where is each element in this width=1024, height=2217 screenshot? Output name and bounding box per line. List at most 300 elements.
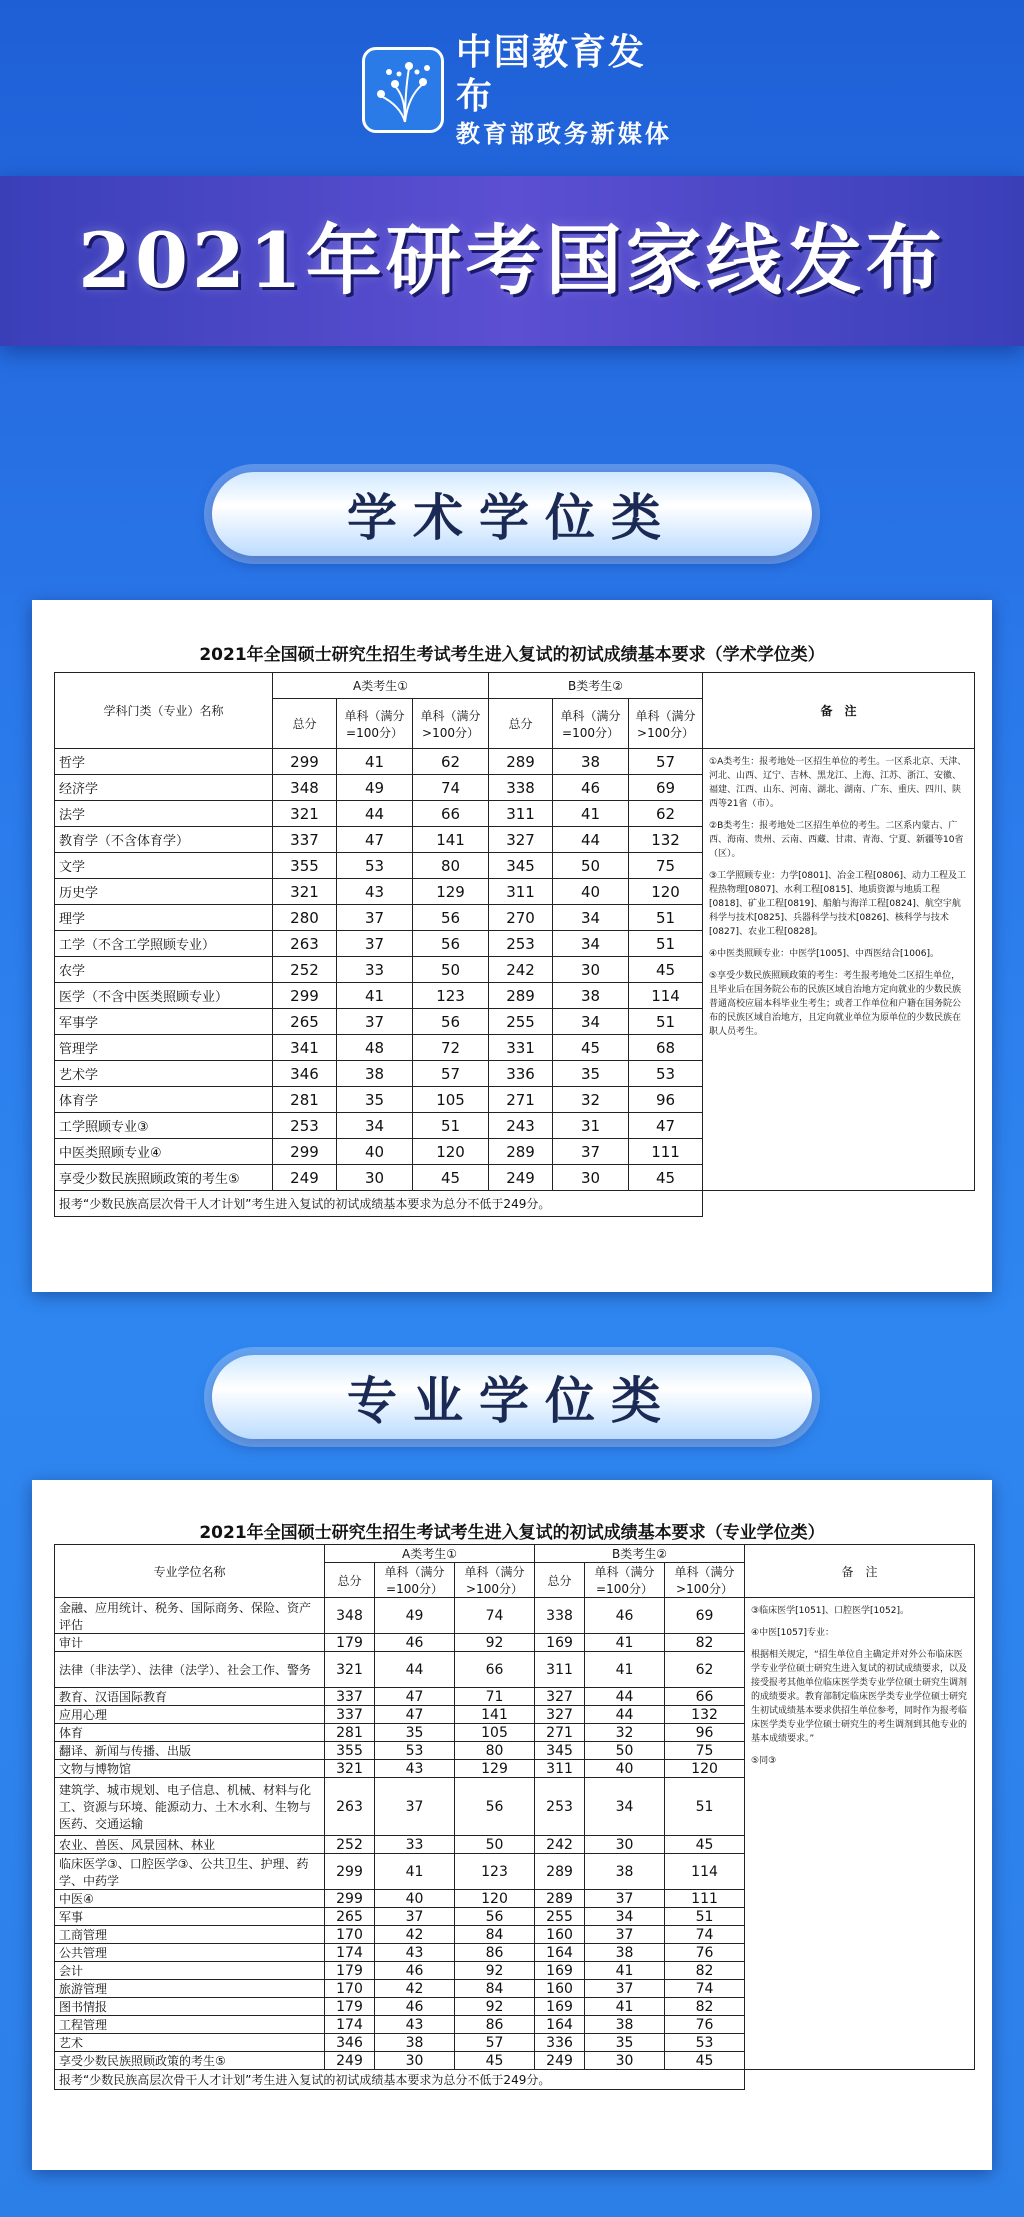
subject-name-cell: 工商管理 — [55, 1926, 325, 1944]
score-cell-b-total: 289 — [535, 1854, 585, 1890]
section-label-text: 学术学位类 — [347, 488, 677, 547]
score-cell-b-single100: 37 — [585, 1890, 665, 1908]
score-cell-b-single100: 45 — [553, 1035, 629, 1061]
score-cell-a-total: 265 — [273, 1009, 337, 1035]
score-cell-a-total: 249 — [325, 2052, 375, 2070]
score-cell-a-single-gt100: 129 — [413, 879, 489, 905]
score-cell-a-single-gt100: 45 — [455, 2052, 535, 2070]
score-cell-a-single100: 43 — [375, 1760, 455, 1778]
score-cell-a-single100: 47 — [375, 1706, 455, 1724]
score-cell-a-single-gt100: 84 — [455, 1926, 535, 1944]
score-cell-a-single-gt100: 80 — [455, 1742, 535, 1760]
section-label-text: 专业学位类 — [347, 1371, 677, 1430]
score-cell-a-total: 337 — [273, 827, 337, 853]
remarks-cell — [703, 749, 975, 1191]
score-cell-b-single-gt100: 53 — [665, 2034, 745, 2052]
score-cell-b-total: 345 — [535, 1742, 585, 1760]
remark-item: 根据相关规定，“招生单位自主确定并对外公布临床医学专业学位硕士研究生进入复试的初试成绩要求，以及接受报考其他单位临床医学类专业学位硕士研究生调剂的成绩要求。教育部制定临床医学类专业学位硕士研究生初试成绩基本要求供招生单位参考，同时作为报考临床医学类专业学位硕士研究生的考生调剂到其他专业的基本成绩要求。” — [751, 1650, 968, 1744]
score-cell-b-total: 169 — [535, 1634, 585, 1652]
score-cell-a-single100: 37 — [337, 931, 413, 957]
subject-name-cell: 管理学 — [55, 1035, 273, 1061]
logo-subtitle: 教育部政务新媒体 — [455, 120, 672, 148]
subject-name-cell: 工学照顾专业③ — [55, 1113, 273, 1139]
score-cell-a-single-gt100: 74 — [413, 775, 489, 801]
score-cell-b-total: 327 — [535, 1688, 585, 1706]
score-cell-a-single-gt100: 84 — [455, 1980, 535, 1998]
score-cell-a-single-gt100: 56 — [413, 905, 489, 931]
score-cell-a-total: 281 — [325, 1724, 375, 1742]
score-cell-b-total: 271 — [489, 1087, 553, 1113]
score-cell-a-single100: 47 — [375, 1688, 455, 1706]
score-cell-b-single100: 34 — [553, 931, 629, 957]
header-b-single100: 单科（满分=100分） — [553, 699, 629, 749]
score-cell-b-single100: 34 — [553, 1009, 629, 1035]
score-cell-b-single-gt100: 120 — [629, 879, 703, 905]
header-b-single-gt100: 单科（满分>100分） — [629, 699, 703, 749]
subject-name-cell: 金融、应用统计、税务、国际商务、保险、资产评估 — [55, 1598, 325, 1634]
header-b-class: B类考生② — [489, 673, 703, 699]
score-cell-b-single100: 40 — [585, 1760, 665, 1778]
header-b-class: B类考生② — [535, 1545, 745, 1563]
score-cell-b-total: 249 — [535, 2052, 585, 2070]
score-cell-b-single-gt100: 74 — [665, 1926, 745, 1944]
header-a-class: A类考生① — [273, 673, 489, 699]
score-cell-a-total: 299 — [273, 983, 337, 1009]
score-cell-b-single-gt100: 111 — [665, 1890, 745, 1908]
score-cell-b-single-gt100: 45 — [629, 1165, 703, 1191]
score-cell-b-single100: 31 — [553, 1113, 629, 1139]
score-cell-a-single-gt100: 62 — [413, 749, 489, 775]
score-cell-a-total: 253 — [273, 1113, 337, 1139]
score-cell-b-single100: 44 — [553, 827, 629, 853]
subject-name-cell: 体育 — [55, 1724, 325, 1742]
score-cell-b-single100: 34 — [585, 1908, 665, 1926]
score-cell-b-total: 255 — [535, 1908, 585, 1926]
score-cell-b-single-gt100: 62 — [629, 801, 703, 827]
score-cell-a-single-gt100: 74 — [455, 1598, 535, 1634]
score-cell-a-single-gt100: 80 — [413, 853, 489, 879]
remark-item: ④中医[1057]专业： — [751, 1628, 835, 1638]
score-cell-b-single100: 32 — [585, 1724, 665, 1742]
score-cell-a-single-gt100: 92 — [455, 1634, 535, 1652]
table-row — [55, 1598, 975, 1634]
score-cell-b-single100: 50 — [585, 1742, 665, 1760]
score-cell-a-total: 321 — [273, 801, 337, 827]
logo-mark-icon — [362, 47, 444, 133]
subject-name-cell: 工学（不含工学照顾专业） — [55, 931, 273, 957]
score-cell-b-total: 338 — [489, 775, 553, 801]
score-cell-b-single-gt100: 132 — [629, 827, 703, 853]
score-cell-a-total: 249 — [273, 1165, 337, 1191]
score-cell-b-single100: 44 — [585, 1706, 665, 1724]
table-row — [55, 749, 975, 775]
logo — [362, 32, 672, 148]
table-title: 2021年全国硕士研究生招生考试考生进入复试的初试成绩基本要求（学术学位类） — [199, 645, 825, 665]
score-cell-a-single100: 35 — [337, 1087, 413, 1113]
score-cell-a-single100: 30 — [337, 1165, 413, 1191]
score-cell-b-single-gt100: 68 — [629, 1035, 703, 1061]
score-cell-a-single-gt100: 66 — [413, 801, 489, 827]
header-a-single-gt100: 单科（满分>100分） — [413, 699, 489, 749]
score-cell-a-total: 179 — [325, 1962, 375, 1980]
score-cell-a-single-gt100: 86 — [455, 1944, 535, 1962]
score-cell-b-total: 311 — [535, 1652, 585, 1688]
score-cell-b-single100: 30 — [553, 957, 629, 983]
header-a-single100: 单科（满分=100分） — [337, 699, 413, 749]
score-cell-a-single-gt100: 105 — [455, 1724, 535, 1742]
score-cell-b-single-gt100: 51 — [629, 931, 703, 957]
score-cell-b-single-gt100: 111 — [629, 1139, 703, 1165]
score-cell-b-total: 289 — [489, 749, 553, 775]
score-cell-b-single-gt100: 82 — [665, 1634, 745, 1652]
score-cell-a-single100: 49 — [337, 775, 413, 801]
subject-name-cell: 公共管理 — [55, 1944, 325, 1962]
score-cell-b-single100: 32 — [553, 1087, 629, 1113]
score-cell-a-total: 346 — [325, 2034, 375, 2052]
score-cell-b-single-gt100: 45 — [665, 1836, 745, 1854]
header-a-single100: 单科（满分=100分） — [375, 1563, 455, 1598]
score-cell-b-single-gt100: 76 — [665, 2016, 745, 2034]
academic-table-card — [32, 600, 992, 1292]
score-cell-a-single-gt100: 66 — [455, 1652, 535, 1688]
score-cell-a-single-gt100: 56 — [413, 1009, 489, 1035]
score-cell-b-single100: 38 — [553, 983, 629, 1009]
score-cell-b-total: 242 — [535, 1836, 585, 1854]
subject-name-cell: 建筑学、城市规划、电子信息、机械、材料与化工、资源与环境、能源动力、土木水利、生物与医药、交通运输 — [55, 1778, 325, 1836]
score-cell-b-single100: 38 — [585, 2016, 665, 2034]
score-cell-b-single-gt100: 51 — [629, 1009, 703, 1035]
score-cell-a-total: 337 — [325, 1688, 375, 1706]
score-cell-a-single100: 53 — [375, 1742, 455, 1760]
score-cell-a-total: 281 — [273, 1087, 337, 1113]
score-cell-a-single-gt100: 56 — [413, 931, 489, 957]
subject-name-cell: 翻译、新闻与传播、出版 — [55, 1742, 325, 1760]
score-cell-b-single-gt100: 45 — [665, 2052, 745, 2070]
score-cell-b-total: 311 — [535, 1760, 585, 1778]
score-cell-a-single100: 37 — [375, 1908, 455, 1926]
score-cell-a-single-gt100: 56 — [455, 1908, 535, 1926]
score-cell-b-single-gt100: 74 — [665, 1980, 745, 1998]
score-cell-a-single100: 33 — [375, 1836, 455, 1854]
score-cell-a-total: 170 — [325, 1926, 375, 1944]
score-cell-b-single-gt100: 45 — [629, 957, 703, 983]
score-cell-a-total: 299 — [325, 1890, 375, 1908]
header-subject: 专业学位名称 — [55, 1545, 325, 1598]
score-cell-a-single-gt100: 86 — [455, 2016, 535, 2034]
score-cell-a-single100: 42 — [375, 1980, 455, 1998]
header-remarks: 备 注 — [745, 1545, 975, 1598]
score-cell-b-single100: 38 — [585, 1944, 665, 1962]
score-cell-b-total: 243 — [489, 1113, 553, 1139]
score-cell-b-single-gt100: 96 — [665, 1724, 745, 1742]
score-cell-b-single100: 37 — [553, 1139, 629, 1165]
academic-score-table — [54, 672, 975, 1217]
score-cell-b-total: 336 — [535, 2034, 585, 2052]
score-cell-b-single100: 30 — [585, 2052, 665, 2070]
score-cell-b-single100: 41 — [585, 1962, 665, 1980]
subject-name-cell: 军事 — [55, 1908, 325, 1926]
score-cell-b-total: 327 — [535, 1706, 585, 1724]
score-cell-a-total: 355 — [273, 853, 337, 879]
subject-name-cell: 军事学 — [55, 1009, 273, 1035]
header-a-class: A类考生① — [325, 1545, 535, 1563]
score-cell-a-single100: 44 — [375, 1652, 455, 1688]
score-cell-a-total: 355 — [325, 1742, 375, 1760]
score-cell-a-single100: 42 — [375, 1926, 455, 1944]
score-cell-a-single-gt100: 57 — [455, 2034, 535, 2052]
score-cell-a-single100: 30 — [375, 2052, 455, 2070]
subject-name-cell: 文物与博物馆 — [55, 1760, 325, 1778]
professional-score-table — [54, 1544, 975, 2090]
score-cell-b-single-gt100: 51 — [665, 1908, 745, 1926]
score-cell-b-total: 164 — [535, 2016, 585, 2034]
score-cell-b-total: 160 — [535, 1980, 585, 1998]
score-cell-a-total: 179 — [325, 1998, 375, 2016]
remark-item: ④中医类照顾专业：中医学[1005]、中西医结合[1006]。 — [709, 949, 939, 959]
score-cell-a-single100: 38 — [375, 2034, 455, 2052]
score-cell-a-single100: 46 — [375, 1634, 455, 1652]
score-cell-b-single-gt100: 82 — [665, 1962, 745, 1980]
subject-name-cell: 农业、兽医、风景园林、林业 — [55, 1836, 325, 1854]
score-cell-a-total: 265 — [325, 1908, 375, 1926]
subject-name-cell: 工程管理 — [55, 2016, 325, 2034]
score-cell-a-total: 174 — [325, 1944, 375, 1962]
score-cell-b-single100: 30 — [585, 1836, 665, 1854]
score-cell-b-total: 253 — [489, 931, 553, 957]
subject-name-cell: 历史学 — [55, 879, 273, 905]
subject-name-cell: 审计 — [55, 1634, 325, 1652]
subject-name-cell: 旅游管理 — [55, 1980, 325, 1998]
score-cell-b-single100: 34 — [553, 905, 629, 931]
score-cell-b-single100: 46 — [553, 775, 629, 801]
score-cell-a-single100: 37 — [375, 1778, 455, 1836]
subject-name-cell: 图书情报 — [55, 1998, 325, 2016]
score-cell-b-total: 160 — [535, 1926, 585, 1944]
score-cell-b-single100: 37 — [585, 1926, 665, 1944]
score-cell-b-single-gt100: 132 — [665, 1706, 745, 1724]
score-cell-a-total: 341 — [273, 1035, 337, 1061]
remarks-cell — [745, 1598, 975, 2070]
score-cell-a-single-gt100: 123 — [455, 1854, 535, 1890]
subject-name-cell: 艺术学 — [55, 1061, 273, 1087]
score-cell-b-single-gt100: 51 — [665, 1778, 745, 1836]
subject-name-cell: 享受少数民族照顾政策的考生⑤ — [55, 2052, 325, 2070]
score-cell-a-single100: 47 — [337, 827, 413, 853]
score-cell-a-total: 263 — [273, 931, 337, 957]
score-cell-b-single100: 35 — [585, 2034, 665, 2052]
score-cell-b-single100: 41 — [585, 1652, 665, 1688]
score-cell-a-single-gt100: 141 — [413, 827, 489, 853]
subject-name-cell: 应用心理 — [55, 1706, 325, 1724]
score-cell-a-total: 263 — [325, 1778, 375, 1836]
score-cell-a-single-gt100: 120 — [455, 1890, 535, 1908]
score-cell-a-single-gt100: 45 — [413, 1165, 489, 1191]
subject-name-cell: 法律（非法学）、法律（法学）、社会工作、警务 — [55, 1652, 325, 1688]
score-cell-b-single-gt100: 82 — [665, 1998, 745, 2016]
score-cell-a-single100: 41 — [337, 749, 413, 775]
table-title: 2021年全国硕士研究生招生考试考生进入复试的初试成绩基本要求（专业学位类） — [199, 1523, 825, 1543]
remark-item: ②B类考生：报考地处二区招生单位的考生。二区系内蒙古、广西、海南、贵州、云南、西藏、甘肃、青海、宁夏、新疆等10省（区）。 — [709, 821, 964, 859]
score-cell-a-total: 321 — [325, 1760, 375, 1778]
remark-item: ③临床医学[1051]、口腔医学[1052]。 — [751, 1606, 909, 1616]
score-cell-a-single-gt100: 72 — [413, 1035, 489, 1061]
subject-name-cell: 文学 — [55, 853, 273, 879]
score-cell-a-total: 348 — [325, 1598, 375, 1634]
score-cell-a-total: 299 — [325, 1854, 375, 1890]
score-cell-a-total: 346 — [273, 1061, 337, 1087]
score-cell-a-single100: 34 — [337, 1113, 413, 1139]
header-a-total: 总分 — [325, 1563, 375, 1598]
score-cell-a-single-gt100: 105 — [413, 1087, 489, 1113]
score-cell-a-total: 170 — [325, 1980, 375, 1998]
score-cell-b-total: 271 — [535, 1724, 585, 1742]
score-cell-b-total: 249 — [489, 1165, 553, 1191]
score-cell-b-single-gt100: 66 — [665, 1688, 745, 1706]
table-footnote: 报考“少数民族高层次骨干人才计划”考生进入复试的初试成绩基本要求为总分不低于249分。 — [55, 2070, 745, 2090]
score-cell-b-total: 289 — [535, 1890, 585, 1908]
logo-title: 中国教育发布 — [455, 32, 646, 117]
score-cell-a-single-gt100: 56 — [455, 1778, 535, 1836]
score-cell-b-total: 242 — [489, 957, 553, 983]
section-label-academic — [212, 472, 812, 556]
score-cell-b-single100: 38 — [553, 749, 629, 775]
score-cell-a-single-gt100: 50 — [455, 1836, 535, 1854]
score-cell-a-single100: 46 — [375, 1962, 455, 1980]
score-cell-b-single100: 34 — [585, 1778, 665, 1836]
score-cell-a-single100: 48 — [337, 1035, 413, 1061]
subject-name-cell: 体育学 — [55, 1087, 273, 1113]
professional-table-card — [32, 1480, 992, 2170]
score-cell-b-single100: 41 — [553, 801, 629, 827]
score-cell-b-total: 164 — [535, 1944, 585, 1962]
score-cell-b-total: 289 — [489, 983, 553, 1009]
score-cell-b-total: 169 — [535, 1962, 585, 1980]
score-cell-a-single100: 43 — [375, 1944, 455, 1962]
score-cell-b-single-gt100: 76 — [665, 1944, 745, 1962]
subject-name-cell: 临床医学③、口腔医学③、公共卫生、护理、药学、中药学 — [55, 1854, 325, 1890]
section-label-professional — [212, 1355, 812, 1439]
remark-item: ⑤享受少数民族照顾政策的考生：考生报考地处二区招生单位，且毕业后在国务院公布的民族区域自治地方定向就业的少数民族普通高校应届本科毕业生考生；或者工作单位和户籍在国务院公布的民族区域自治地方，且定向就业单位为原单位的少数民族在职人员考生。 — [709, 971, 962, 1037]
score-cell-a-total: 299 — [273, 1139, 337, 1165]
score-cell-b-single-gt100: 114 — [665, 1854, 745, 1890]
score-cell-a-total: 321 — [273, 879, 337, 905]
header-b-total: 总分 — [489, 699, 553, 749]
score-cell-b-single100: 50 — [553, 853, 629, 879]
subject-name-cell: 经济学 — [55, 775, 273, 801]
subject-name-cell: 医学（不含中医类照顾专业） — [55, 983, 273, 1009]
subject-name-cell: 理学 — [55, 905, 273, 931]
score-cell-a-single-gt100: 50 — [413, 957, 489, 983]
score-cell-a-single-gt100: 123 — [413, 983, 489, 1009]
score-cell-b-single100: 38 — [585, 1854, 665, 1890]
score-cell-a-total: 280 — [273, 905, 337, 931]
score-cell-a-single100: 53 — [337, 853, 413, 879]
subject-name-cell: 会计 — [55, 1962, 325, 1980]
score-cell-b-single-gt100: 75 — [665, 1742, 745, 1760]
header-remarks: 备 注 — [703, 673, 975, 749]
score-cell-a-single100: 33 — [337, 957, 413, 983]
score-cell-a-single-gt100: 129 — [455, 1760, 535, 1778]
score-cell-a-single100: 41 — [337, 983, 413, 1009]
score-cell-a-single100: 46 — [375, 1998, 455, 2016]
subject-name-cell: 教育学（不含体育学） — [55, 827, 273, 853]
score-cell-a-single-gt100: 57 — [413, 1061, 489, 1087]
score-cell-a-total: 299 — [273, 749, 337, 775]
score-cell-a-single100: 49 — [375, 1598, 455, 1634]
header-b-single-gt100: 单科（满分>100分） — [665, 1563, 745, 1598]
score-cell-b-single100: 40 — [553, 879, 629, 905]
score-cell-b-total: 255 — [489, 1009, 553, 1035]
score-cell-b-single-gt100: 75 — [629, 853, 703, 879]
score-cell-b-single-gt100: 62 — [665, 1652, 745, 1688]
subject-name-cell: 教育、汉语国际教育 — [55, 1688, 325, 1706]
score-cell-a-single100: 43 — [375, 2016, 455, 2034]
table-footnote: 报考“少数民族高层次骨干人才计划”考生进入复试的初试成绩基本要求为总分不低于249分。 — [55, 1191, 703, 1217]
remark-item: ⑤同③ — [751, 1756, 777, 1766]
score-cell-b-total: 270 — [489, 905, 553, 931]
score-cell-b-single-gt100: 53 — [629, 1061, 703, 1087]
header-a-total: 总分 — [273, 699, 337, 749]
subject-name-cell: 享受少数民族照顾政策的考生⑤ — [55, 1165, 273, 1191]
headline-banner — [0, 176, 1024, 346]
subject-name-cell: 法学 — [55, 801, 273, 827]
score-cell-b-total: 327 — [489, 827, 553, 853]
score-cell-b-single100: 41 — [585, 1998, 665, 2016]
score-cell-b-single100: 44 — [585, 1688, 665, 1706]
page-title: 2021年研考国家线发布 — [78, 216, 946, 305]
score-cell-a-total: 174 — [325, 2016, 375, 2034]
score-cell-a-single-gt100: 51 — [413, 1113, 489, 1139]
score-cell-b-single100: 35 — [553, 1061, 629, 1087]
score-cell-a-single100: 35 — [375, 1724, 455, 1742]
score-cell-b-total: 345 — [489, 853, 553, 879]
score-cell-a-single100: 43 — [337, 879, 413, 905]
score-cell-b-total: 169 — [535, 1998, 585, 2016]
header-b-single100: 单科（满分=100分） — [585, 1563, 665, 1598]
score-cell-a-single100: 37 — [337, 1009, 413, 1035]
score-cell-b-single-gt100: 69 — [665, 1598, 745, 1634]
score-cell-b-single-gt100: 69 — [629, 775, 703, 801]
score-cell-a-single100: 41 — [375, 1854, 455, 1890]
header-a-single-gt100: 单科（满分>100分） — [455, 1563, 535, 1598]
header-b-total: 总分 — [535, 1563, 585, 1598]
score-cell-b-single-gt100: 120 — [665, 1760, 745, 1778]
subject-name-cell: 农学 — [55, 957, 273, 983]
remark-item: ③工学照顾专业：力学[0801]、冶金工程[0806]、动力工程及工程热物理[0807]、水利工程[0815]、地质资源与地质工程[0818]、矿业工程[0819]、船舶与海洋工程[0824]、航空宇航科学与技术[0825]、兵器科学与技术[0826]、核科学与技术[0827]、农业工程[0828]。 — [709, 871, 966, 937]
score-cell-a-single-gt100: 92 — [455, 1962, 535, 1980]
score-cell-b-total: 253 — [535, 1778, 585, 1836]
remark-item: ①A类考生：报考地处一区招生单位的考生。一区系北京、天津、河北、山西、辽宁、吉林、黑龙江、上海、江苏、浙江、安徽、福建、江西、山东、河南、湖北、湖南、广东、重庆、四川、陕西等21省（市）。 — [709, 757, 967, 809]
score-cell-b-total: 289 — [489, 1139, 553, 1165]
score-cell-a-total: 179 — [325, 1634, 375, 1652]
score-cell-b-total: 331 — [489, 1035, 553, 1061]
score-cell-b-single100: 41 — [585, 1634, 665, 1652]
subject-name-cell: 中医类照顾专业④ — [55, 1139, 273, 1165]
score-cell-a-total: 252 — [325, 1836, 375, 1854]
score-cell-a-total: 348 — [273, 775, 337, 801]
subject-name-cell: 艺术 — [55, 2034, 325, 2052]
score-cell-b-single-gt100: 51 — [629, 905, 703, 931]
score-cell-a-total: 321 — [325, 1652, 375, 1688]
score-cell-b-single100: 30 — [553, 1165, 629, 1191]
score-cell-a-single100: 37 — [337, 905, 413, 931]
subject-name-cell: 哲学 — [55, 749, 273, 775]
score-cell-b-total: 336 — [489, 1061, 553, 1087]
score-cell-b-total: 338 — [535, 1598, 585, 1634]
score-cell-a-total: 252 — [273, 957, 337, 983]
score-cell-a-single100: 40 — [375, 1890, 455, 1908]
score-cell-b-total: 311 — [489, 879, 553, 905]
